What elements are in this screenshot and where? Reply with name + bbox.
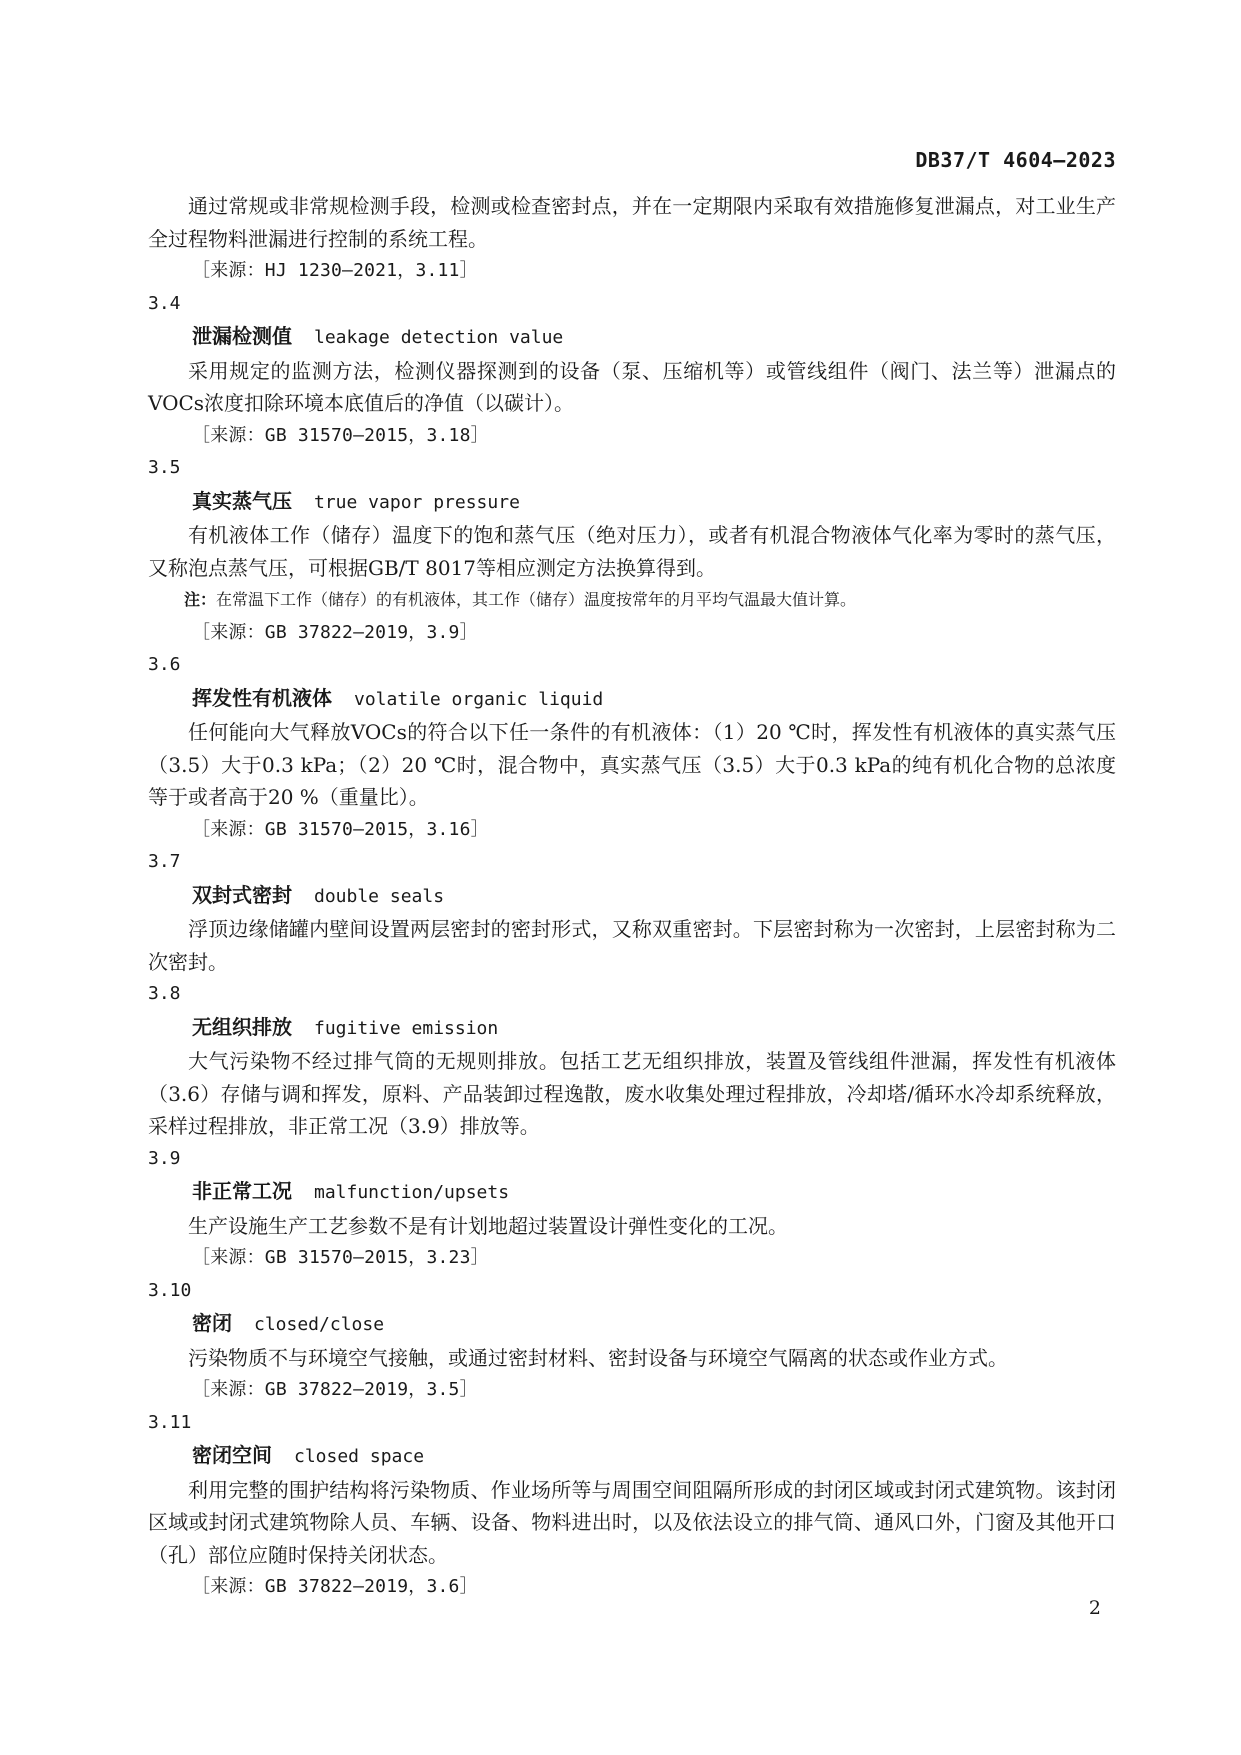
term-definition: 利用完整的围护结构将污染物质、作业场所等与周围空间阻隔所形成的封闭区域或封闭式建筑物。该封闭区域或封闭式建筑物除人员、车辆、设备、物料进出时，以及依法设立的排气筒、通风口外，门窗及其他开口（孔）部位应随时保持关闭状态。 [148,1477,1116,1567]
term-title [148,320,1116,355]
term-title [148,1439,1116,1474]
term-number: 3.11 [148,1411,192,1433]
term-number: 3.5 [148,457,181,478]
term-definition: 采用规定的监测方法，检测仪器探测到的设备（泵、压缩机等）或管线组件（阀门、法兰等）泄漏点的VOCs浓度扣除环境本底值后的净值（以碳计）。 [148,358,1116,415]
term-title [148,1307,1116,1342]
note-text: 在常温下工作（储存）的有机液体，其工作（储存）温度按常年的月平均气温最大值计算。 [216,590,857,609]
page-number: 2 [1088,1597,1101,1619]
standard-code: DB37/T 4604—2023 [915,148,1116,172]
term-title [148,1175,1116,1210]
term-title-en: malfunction/upsets [314,1182,510,1203]
term-number: 3.8 [148,983,181,1004]
term-number: 3.10 [148,1279,192,1301]
term-title-cn: 密闭 [192,1311,232,1335]
term-title-en: leakage detection value [314,327,564,348]
term-definition: 污染物质不与环境空气接触，或通过密封材料、密封设备与环境空气隔离的状态或作业方式。 [188,1345,1008,1370]
term-number: 3.9 [148,1147,181,1169]
term-source: ［来源：GB 31570—2015，3.18］ [192,424,489,446]
term-number: 3.4 [148,292,181,314]
term-title-cn: 非正常工况 [192,1179,292,1203]
term-title-en: double seals [314,885,445,907]
term-definition: 有机液体工作（储存）温度下的饱和蒸气压（绝对压力），或者有机混合物液体气化率为零时的蒸气压，又称泡点蒸气压，可根据GB/T 8017等相应测定方法换算得到。 [148,523,1116,580]
term-definition: 生产设施生产工艺参数不是有计划地超过装置设计弹性变化的工况。 [188,1213,788,1238]
term-source: ［来源：GB 37822—2019，3.6］ [192,1576,478,1597]
term-title [148,1011,1116,1046]
term-title-cn: 挥发性有机液体 [192,685,332,710]
term-number: 3.7 [148,851,181,872]
term-definition: 浮顶边缘储罐内壁间设置两层密封的密封形式，又称双重密封。下层密封称为一次密封，上层密封称为二次密封。 [148,917,1116,974]
term-source: ［来源：GB 37822—2019，3.9］ [192,621,478,643]
term-title-cn: 泄漏检测值 [192,324,292,348]
term-title-en: fugitive emission [314,1017,499,1039]
term-title-en: volatile organic liquid [354,688,604,710]
term-source: ［来源：HJ 1230—2021，3.11］ [192,260,478,281]
term-definition: 通过常规或非常规检测手段，检测或检查密封点，并在一定期限内采取有效措施修复泄漏点，对工业生产全过程物料泄漏进行控制的系统工程。 [148,194,1116,251]
term-number: 3.6 [148,654,181,675]
term-title-cn: 双封式密封 [192,882,292,907]
term-title [148,682,1116,717]
term-source: ［来源：GB 31570—2015，3.23］ [192,1247,489,1268]
term-source: ［来源：GB 37822—2019，3.5］ [192,1379,478,1400]
term-title [148,485,1116,520]
term-title-cn: 无组织排放 [192,1014,292,1039]
term-title-cn: 密闭空间 [192,1443,272,1467]
term-title [148,879,1116,914]
term-definition: 大气污染物不经过排气筒的无规则排放。包括工艺无组织排放，装置及管线组件泄漏，挥发性有机液体（3.6）存储与调和挥发，原料、产品装卸过程逸散，废水收集处理过程排放，冷却塔/循环水冷却系统释放，采样过程排放，非正常工况（3.9）排放等。 [148,1049,1116,1138]
term-title-cn: 真实蒸气压 [192,488,292,513]
term-source: ［来源：GB 31570—2015，3.16］ [192,818,489,840]
term-title-en: closed space [294,1446,425,1467]
document-body [148,190,1116,1604]
term-title-en: true vapor pressure [314,491,520,513]
term-definition: 任何能向大气释放VOCs的符合以下任一条件的有机液体：（1）20 ℃时，挥发性有机液体的真实蒸气压（3.5）大于0.3 kPa；（2）20 ℃时，混合物中，真实蒸气压（3.5）大于0.3 kPa的纯有机化合物的总浓度等于或者高于20 %（重量比）。 [148,720,1116,809]
term-note [148,584,1116,617]
term-title-en: closed/close [254,1314,385,1335]
note-label: 注： [184,590,217,609]
